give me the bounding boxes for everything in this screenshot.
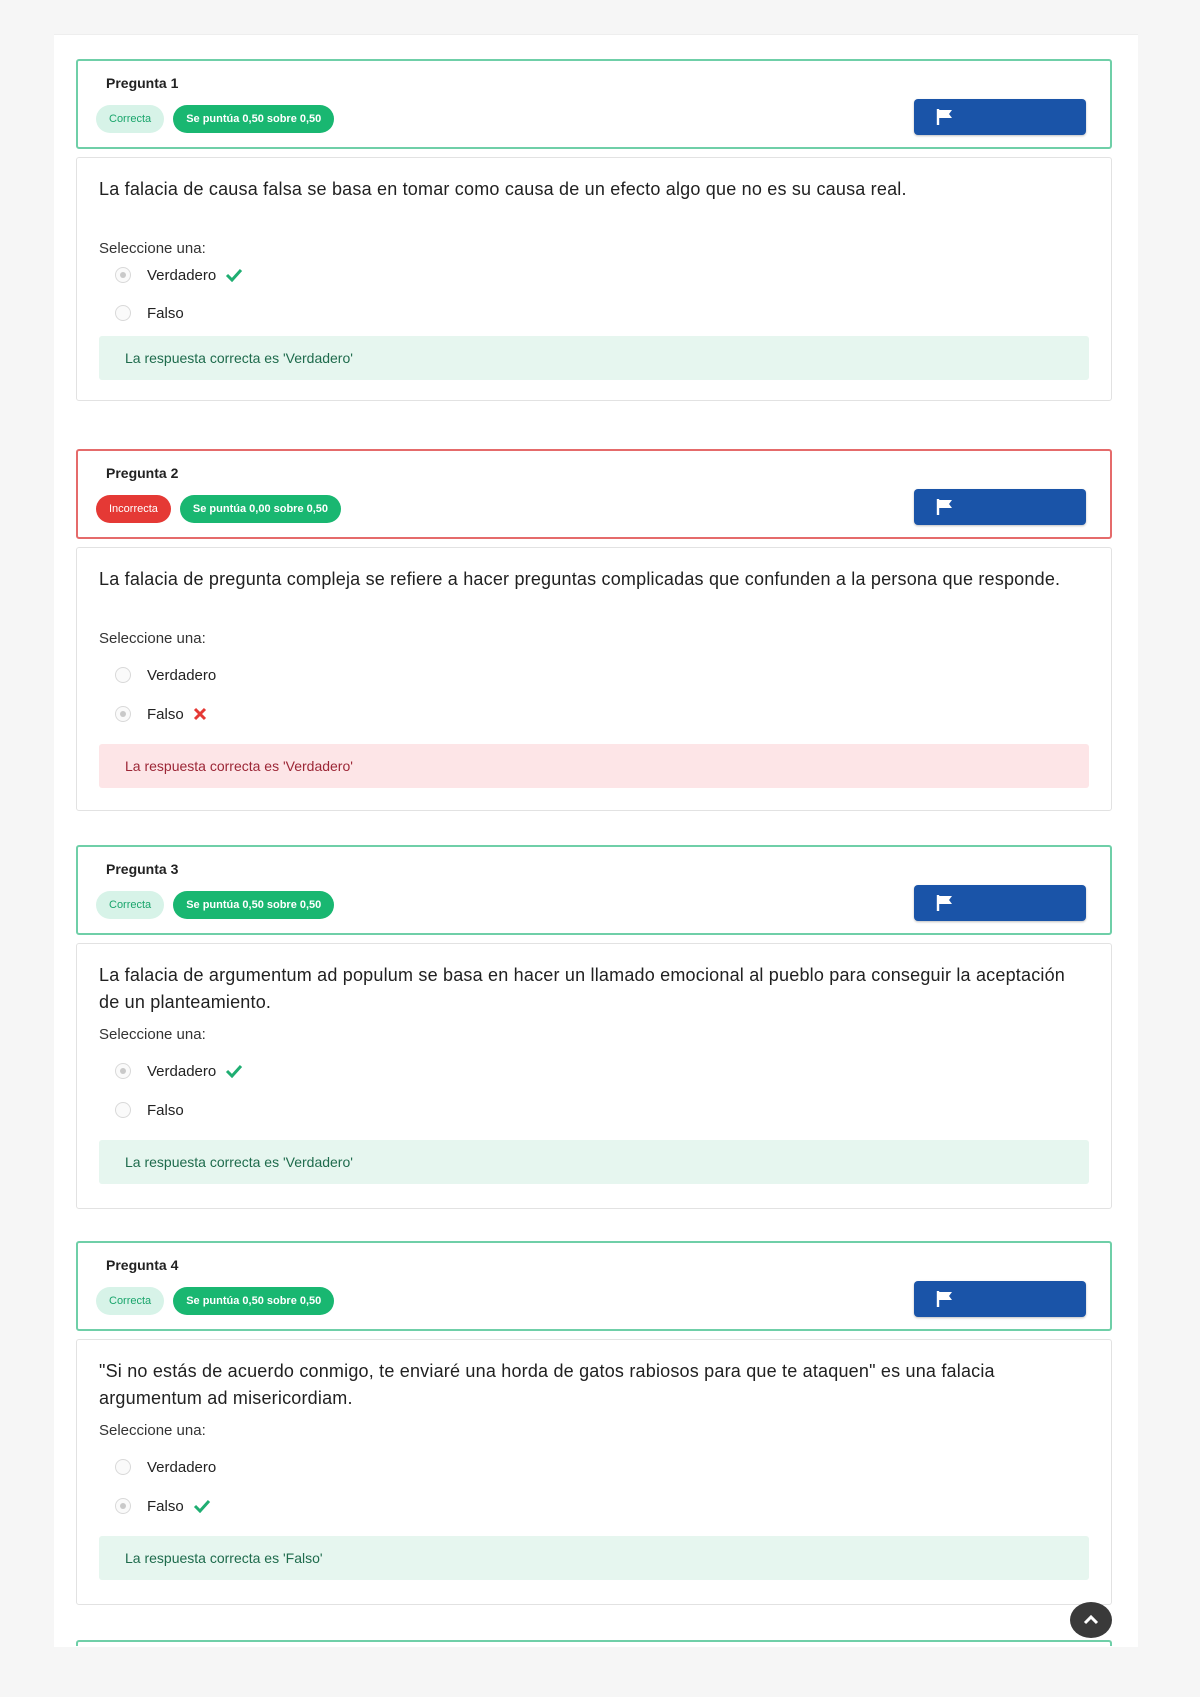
radio-button[interactable] [115,1102,131,1118]
question-number: Pregunta 4 [106,1257,179,1273]
answer-prompt: Seleccione una: [99,240,206,257]
question-info-correct [76,59,1112,149]
option-label: Verdadero [147,1062,217,1080]
option-label: Verdadero [147,266,217,284]
status-badge: Correcta [96,891,164,919]
radio-button[interactable] [115,267,131,283]
question-content [76,157,1112,401]
quiz-review-page [54,34,1138,1647]
score-badge: Se puntúa 0,00 sobre 0,50 [180,495,341,523]
option-label: Falso [147,304,184,322]
option-falso[interactable] [115,703,207,725]
question-1 [76,59,1112,401]
question-text: La falacia de pregunta compleja se refiere a hacer preguntas complicadas que confunden a la persona que responde. [99,569,1061,589]
radio-button[interactable] [115,1459,131,1475]
radio-button[interactable] [115,1498,131,1514]
question-number: Pregunta 1 [106,75,179,91]
flag-question-button[interactable] [914,99,1086,135]
option-verdadero[interactable] [115,1060,243,1082]
chevron-up-icon [1082,1612,1100,1626]
radio-button[interactable] [115,1063,131,1079]
question-number: Pregunta 2 [106,465,179,481]
check-icon [225,268,243,282]
check-icon [225,1064,243,1078]
flag-icon [936,1290,954,1308]
score-badge: Se puntúa 0,50 sobre 0,50 [173,105,334,133]
status-badge: Correcta [96,1287,164,1315]
question-content [76,943,1112,1209]
question-3 [76,845,1112,1209]
flag-question-button[interactable] [914,1281,1086,1317]
question-content [76,547,1112,811]
flag-icon [936,108,954,126]
option-verdadero[interactable] [115,1456,216,1478]
flag-icon [936,894,954,912]
question-content [76,1339,1112,1605]
status-badge: Correcta [96,105,164,133]
question-2 [76,449,1112,811]
option-label: Falso [147,1497,184,1515]
option-falso[interactable] [115,302,184,324]
correct-answer-feedback: La respuesta correcta es 'Verdadero' [99,744,1089,788]
option-verdadero[interactable] [115,264,243,286]
option-label: Falso [147,705,184,723]
next-question-edge [76,1640,1112,1646]
question-4 [76,1241,1112,1605]
option-falso[interactable] [115,1495,211,1517]
question-text: "Si no estás de acuerdo conmigo, te enviaré una horda de gatos rabiosos para que te ataquen" es una falacia argumentum ad misericordiam. [99,1361,995,1408]
radio-button[interactable] [115,305,131,321]
answer-prompt: Seleccione una: [99,1422,206,1439]
radio-button[interactable] [115,667,131,683]
option-falso[interactable] [115,1099,184,1121]
answer-prompt: Seleccione una: [99,630,206,647]
question-info-correct [76,1241,1112,1331]
question-info-correct [76,845,1112,935]
correct-answer-feedback: La respuesta correcta es 'Verdadero' [99,336,1089,380]
score-badge: Se puntúa 0,50 sobre 0,50 [173,891,334,919]
flag-icon [936,498,954,516]
question-text: La falacia de causa falsa se basa en tomar como causa de un efecto algo que no es su causa real. [99,179,907,199]
status-badge: Incorrecta [96,495,171,523]
option-verdadero[interactable] [115,664,216,686]
option-label: Verdadero [147,1458,217,1476]
flag-question-button[interactable] [914,489,1086,525]
radio-button[interactable] [115,706,131,722]
answer-prompt: Seleccione una: [99,1026,206,1043]
check-icon [193,1499,211,1513]
score-badge: Se puntúa 0,50 sobre 0,50 [173,1287,334,1315]
correct-answer-feedback: La respuesta correcta es 'Verdadero' [99,1140,1089,1184]
option-label: Verdadero [147,666,217,684]
flag-question-button[interactable] [914,885,1086,921]
question-text: La falacia de argumentum ad populum se basa en hacer un llamado emocional al pueblo para conseguir la aceptación de un planteamiento. [99,965,1066,1012]
option-label: Falso [147,1101,184,1119]
question-number: Pregunta 3 [106,861,179,877]
scroll-to-top-button[interactable] [1070,1602,1112,1638]
cross-icon [193,707,207,721]
question-info-incorrect [76,449,1112,539]
correct-answer-feedback: La respuesta correcta es 'Falso' [99,1536,1089,1580]
